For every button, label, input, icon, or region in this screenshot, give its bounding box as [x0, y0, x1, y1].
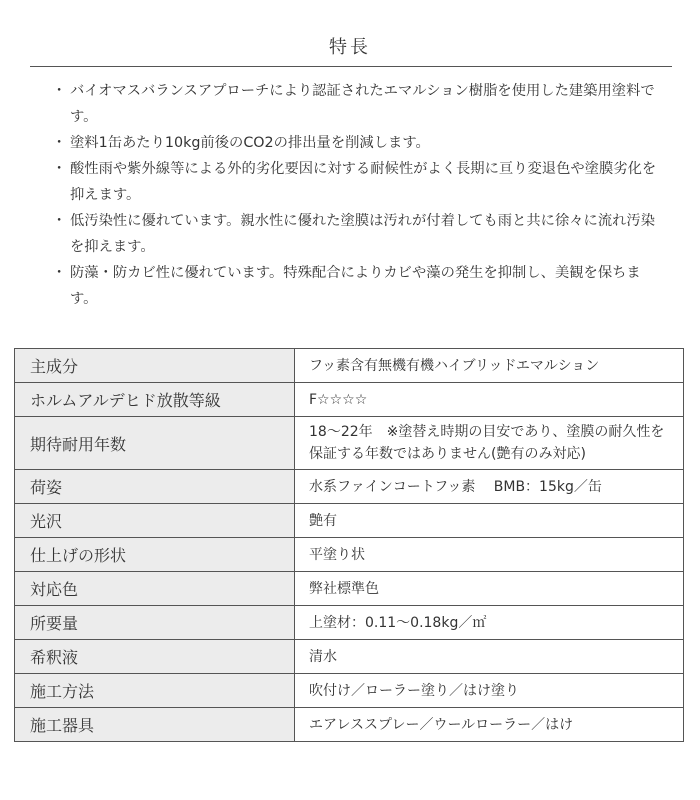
feature-item — [50, 156, 660, 208]
spec-value: F☆☆☆☆ — [295, 383, 684, 417]
spec-label: 希釈液 — [15, 640, 295, 674]
bullet: ・ — [52, 213, 67, 229]
table-row — [15, 674, 684, 708]
spec-value — [295, 417, 684, 470]
bullet: ・ — [52, 265, 67, 281]
spec-label: 対応色 — [15, 572, 295, 606]
title-divider — [30, 66, 672, 67]
spec-value: 弊社標準色 — [295, 572, 684, 606]
spec-table — [14, 348, 684, 742]
table-row — [15, 572, 684, 606]
spec-label: 荷姿 — [15, 470, 295, 504]
spec-value: フッ素含有無機有機ハイブリッドエマルション — [295, 349, 684, 383]
spec-label: 主成分 — [15, 349, 295, 383]
spec-value: 平塗り状 — [295, 538, 684, 572]
bullet: ・ — [52, 161, 67, 177]
spec-value: 吹付け／ローラー塗り／はけ塗り — [295, 674, 684, 708]
feature-text: 塗料1缶あたり10kg前後のCO2の排出量を削減します。 — [70, 135, 430, 151]
bullet: ・ — [52, 83, 67, 99]
feature-text: 酸性雨や紫外線等による外的劣化要因に対する耐候性がよく長期に亘り変退色や塗膜劣化を抑えます。 — [70, 161, 657, 203]
spec-value-line: 保証する年数ではありません(艶有のみ対応) — [309, 446, 586, 462]
spec-label: 光沢 — [15, 504, 295, 538]
spec-label: 施工方法 — [15, 674, 295, 708]
feature-text: 防藻・防カビ性に優れています。特殊配合によりカビや藻の発生を抑制し、美観を保ちます。 — [70, 265, 641, 307]
table-row — [15, 708, 684, 742]
table-row — [15, 470, 684, 504]
feature-item — [50, 208, 660, 260]
feature-item — [50, 260, 660, 312]
table-row — [15, 349, 684, 383]
spec-value: 上塗材：0.11〜0.18kg／㎡ — [295, 606, 684, 640]
feature-item — [50, 130, 660, 156]
spec-label: 期待耐用年数 — [15, 417, 295, 470]
spec-label: 仕上げの形状 — [15, 538, 295, 572]
table-row — [15, 504, 684, 538]
feature-item — [50, 78, 660, 130]
bullet: ・ — [52, 135, 67, 151]
table-row — [15, 383, 684, 417]
feature-text: 低汚染性に優れています。親水性に優れた塗膜は汚れが付着しても雨と共に徐々に流れ汚染を抑えます。 — [70, 213, 656, 255]
spec-value: エアレススプレー／ウールローラー／はけ — [295, 708, 684, 742]
spec-value: 清水 — [295, 640, 684, 674]
spec-value: 水系ファインコートフッ素 BMB：15kg／缶 — [295, 470, 684, 504]
section-title: 特長 — [329, 37, 371, 58]
table-row — [15, 640, 684, 674]
table-row — [15, 417, 684, 470]
feature-text: バイオマスバランスアプローチにより認証されたエマルション樹脂を使用した建築用塗料です。 — [70, 83, 655, 125]
spec-value-line: 18〜22年 ※塗替え時期の目安であり、塗膜の耐久性を — [309, 424, 665, 440]
spec-label: ホルムアルデヒド放散等級 — [15, 383, 295, 417]
spec-label: 施工器具 — [15, 708, 295, 742]
feature-list — [50, 78, 660, 312]
table-row — [15, 538, 684, 572]
spec-label: 所要量 — [15, 606, 295, 640]
table-row — [15, 606, 684, 640]
spec-value: 艶有 — [295, 504, 684, 538]
